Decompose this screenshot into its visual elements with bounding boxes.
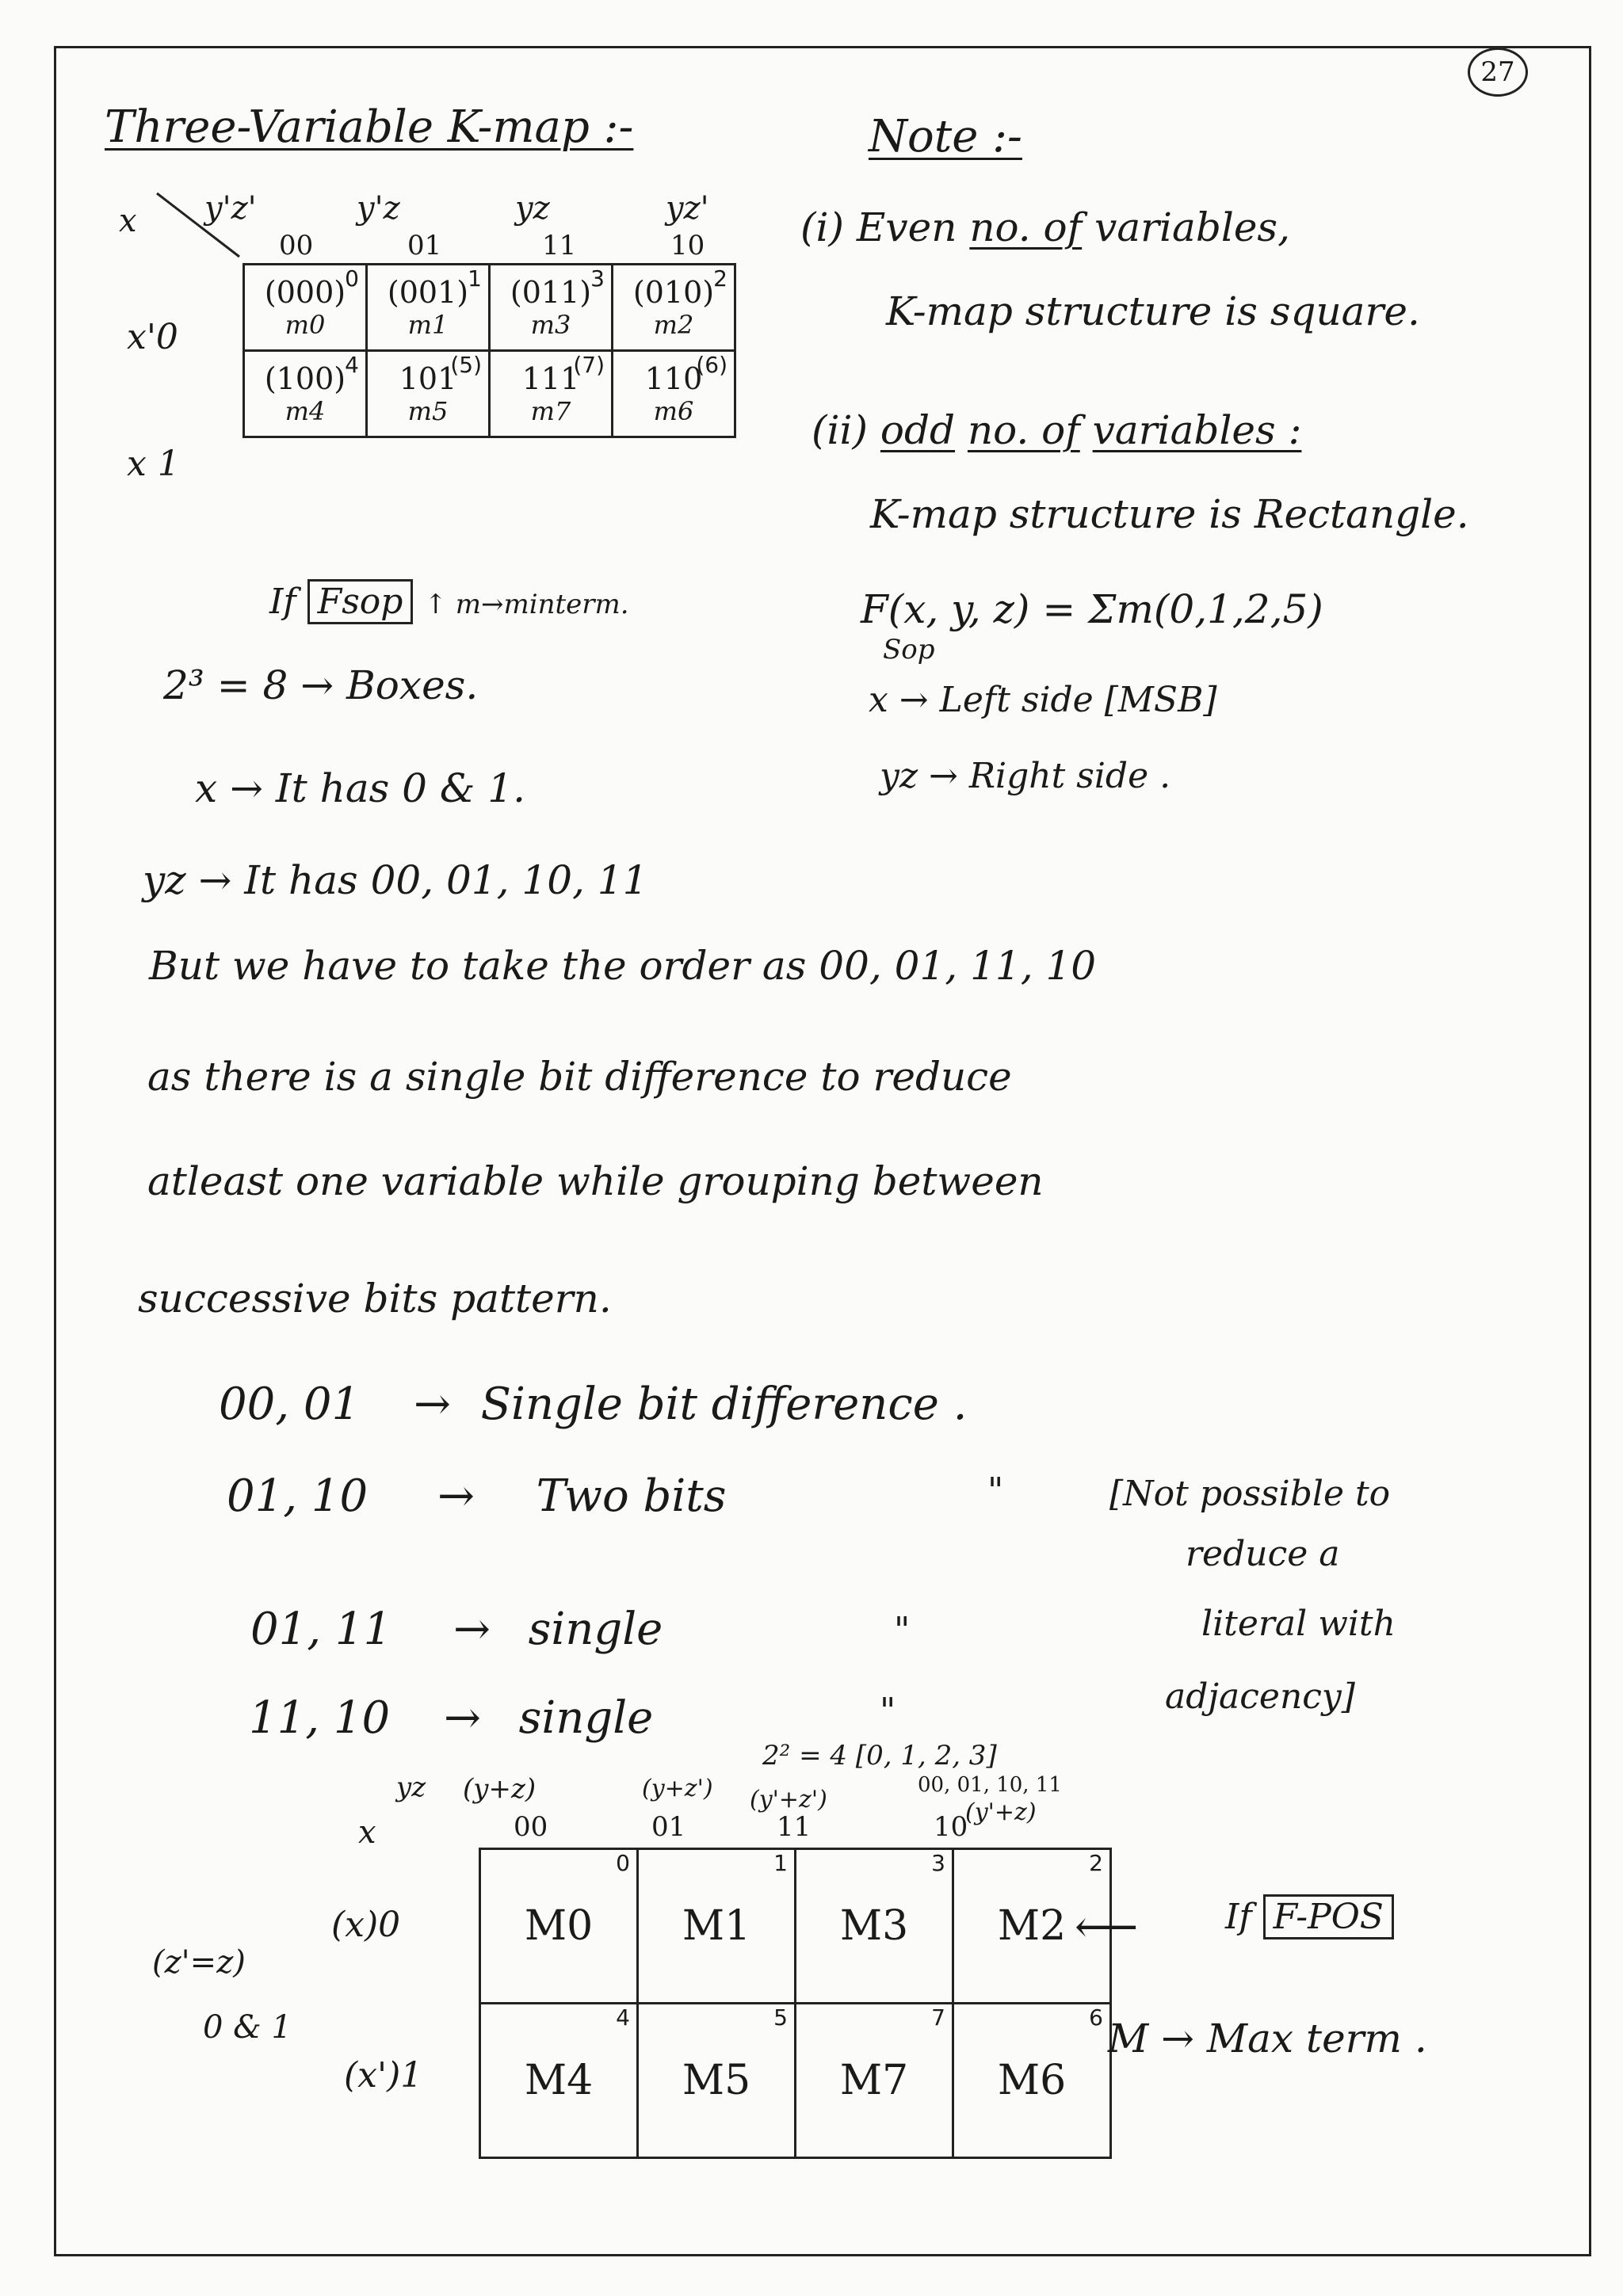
kmap1-col-var-1: y'z	[357, 190, 400, 227]
kmap1-col-bits-2: 11	[542, 230, 577, 261]
page-number: 27	[1468, 48, 1528, 97]
kmap2-col-bits-1: 01	[651, 1811, 686, 1843]
pair-desc: single	[518, 1692, 654, 1744]
pair-bits: 01, 11	[250, 1604, 392, 1655]
kmap1-col-var-0: y'z'	[204, 190, 257, 227]
pair-desc: single	[528, 1604, 663, 1655]
function-line2: x → Left side [MSB]	[869, 680, 1217, 720]
kmap1-cell	[490, 351, 613, 437]
note-i-end: variables,	[1094, 204, 1290, 250]
cell-index: 0	[345, 265, 359, 292]
kmap1-row-label-0: x'0	[127, 317, 178, 357]
cell-index: 3	[931, 1850, 945, 1876]
cell-minterm: m7	[530, 396, 571, 426]
cell-binary: 111	[521, 361, 580, 396]
left-arrow-icon: ⟵	[1075, 1901, 1139, 1953]
page-title: Three-Variable K-map :-	[105, 101, 634, 153]
yz-has-line: yz → It has 00, 01, 10, 11	[143, 857, 648, 903]
cell-minterm: m2	[653, 310, 694, 340]
kmap1-col-bits-1: 01	[407, 230, 442, 261]
kmap1-row-0	[244, 265, 735, 351]
arrow: →	[437, 1470, 475, 1522]
kmap2-side-note-2: 0 & 1	[203, 2009, 292, 2046]
kmap1-cell	[367, 265, 490, 351]
kmap1-cell	[367, 351, 490, 437]
not-possible-line-1: [Not possible to	[1109, 1474, 1391, 1514]
kmap2-cell	[638, 2004, 796, 2158]
kmap1-cell	[490, 265, 613, 351]
kmap2-row-label-1: (x')1	[344, 2055, 423, 2096]
x-has-line: x → It has 0 & 1.	[195, 765, 525, 811]
cell-maxterm: M7	[839, 2057, 909, 2104]
kmap1-cell	[613, 351, 735, 437]
cell-minterm: m0	[285, 310, 326, 340]
cell-index: 4	[616, 2004, 630, 2031]
cell-minterm: m3	[530, 310, 571, 340]
note-i	[800, 204, 1290, 250]
kmap1-col-var-3: yz'	[666, 190, 709, 227]
cell-maxterm: M6	[997, 2057, 1067, 2104]
note-ii-odd: odd	[880, 407, 956, 453]
kmap2-cell	[796, 2004, 953, 2158]
fpos-box: F-POS	[1263, 1894, 1394, 1939]
arrow: →	[443, 1692, 481, 1744]
boxes-line: 2³ = 8 → Boxes.	[163, 662, 479, 708]
ditto-mark: "	[894, 1610, 911, 1650]
cell-minterm: m1	[407, 310, 449, 340]
kmap2-top-note2: 00, 01, 10, 11	[918, 1773, 1062, 1797]
cell-index: (7)	[573, 352, 605, 378]
paragraph-line-2: as there is a single bit difference to reduce	[147, 1054, 1012, 1100]
kmap2-col-bits-2: 11	[777, 1811, 812, 1843]
cell-maxterm: M1	[682, 1902, 751, 1950]
cell-index: 0	[616, 1850, 630, 1876]
arrow: →	[453, 1604, 491, 1655]
kmap2-cell	[953, 2004, 1111, 2158]
cell-index: 6	[1089, 2004, 1103, 2031]
note-i-mid: no. of	[969, 204, 1083, 250]
pair-bits: 01, 10	[227, 1470, 369, 1522]
kmap2-col-sum-3: (y'+z)	[965, 1798, 1037, 1826]
pair-desc: Two bits	[536, 1470, 727, 1522]
cell-binary: (010)	[632, 275, 715, 310]
kmap1-col-bits-3: 10	[670, 230, 705, 261]
pair-row-3	[249, 1692, 653, 1744]
cell-index: 3	[590, 265, 605, 292]
note-ii-line2: K-map structure is Rectangle.	[870, 491, 1469, 537]
kmap2-grid	[479, 1848, 1112, 2159]
pair-bits: 11, 10	[249, 1692, 391, 1744]
kmap1-grid	[242, 263, 736, 438]
ditto-mark: "	[880, 1691, 896, 1731]
ditto-mark: "	[987, 1470, 1004, 1511]
pair-row-1	[227, 1470, 726, 1522]
kmap2-corner-x: x	[358, 1814, 376, 1851]
note-heading: Note :-	[869, 111, 1022, 162]
kmap2-side-note-1: (z'=z)	[152, 1944, 246, 1981]
note-ii-end: variables :	[1092, 407, 1302, 453]
kmap2-row-1	[480, 2004, 1111, 2158]
cell-index: 2	[713, 265, 727, 292]
cell-index: 7	[931, 2004, 945, 2031]
cell-binary: (001)	[387, 275, 469, 310]
not-possible-line-2: reduce a	[1186, 1534, 1340, 1574]
note-ii-label: (ii)	[812, 407, 868, 453]
kmap1-cell	[244, 351, 367, 437]
not-possible-line-4: adjacency]	[1165, 1676, 1355, 1717]
fpos-label	[1225, 1897, 1394, 1937]
note-i-label: (i) Even	[800, 204, 957, 250]
paragraph-line-1: But we have to take the order as 00, 01, 11, 10	[149, 943, 1097, 989]
kmap1-caption	[269, 582, 629, 622]
cell-maxterm: M2	[997, 1902, 1067, 1950]
kmap2-row-label-0: (x)0	[331, 1905, 401, 1945]
kmap2-cell	[480, 1849, 638, 2004]
kmap2-cell	[480, 2004, 638, 2158]
function-line1: F(x, y, z) = Σm(0,1,2,5)	[861, 586, 1323, 632]
kmap1-corner-x: x	[119, 203, 137, 239]
not-possible-line-3: literal with	[1201, 1604, 1396, 1644]
pair-row-0	[219, 1379, 967, 1430]
caption-minterm: ↑ m→minterm.	[424, 589, 629, 620]
paragraph-line-4: successive bits pattern.	[138, 1276, 612, 1322]
pair-row-2	[250, 1604, 663, 1655]
kmap1-row-1	[244, 351, 735, 437]
kmap2-col-bits-0: 00	[514, 1811, 548, 1843]
cell-maxterm: M4	[524, 2057, 594, 2104]
pair-bits: 00, 01	[219, 1379, 361, 1430]
caption-if: If	[269, 582, 296, 622]
kmap1-col-var-2: yz	[515, 190, 550, 227]
kmap1-row-label-1: x 1	[127, 444, 180, 484]
cell-maxterm: M3	[839, 1902, 909, 1950]
note-ii	[812, 407, 1301, 453]
cell-minterm: m6	[653, 396, 694, 426]
kmap2-top-note: 2² = 4 [0, 1, 2, 3]	[762, 1740, 997, 1772]
kmap2-corner-yz: yz	[396, 1772, 426, 1803]
cell-index: 1	[773, 1850, 788, 1876]
kmap1-cell	[613, 265, 735, 351]
kmap2-row-0	[480, 1849, 1111, 2004]
note-ii-mid: no. of	[967, 407, 1080, 453]
cell-binary: 110	[644, 361, 703, 396]
cell-index: (6)	[696, 352, 727, 378]
function-sub: Sop	[883, 634, 935, 666]
caption-fsop: Fsop	[307, 579, 414, 624]
cell-binary: (000)	[264, 275, 346, 310]
kmap2-col-sum-0: (y+z)	[463, 1773, 537, 1805]
function-line3: yz → Right side .	[880, 756, 1171, 796]
cell-index: 4	[345, 352, 359, 378]
kmap2-cell	[796, 1849, 953, 2004]
note-i-line2: K-map structure is square.	[886, 288, 1420, 334]
kmap2-col-bits-3: 10	[934, 1811, 968, 1843]
arrow: →	[413, 1379, 451, 1430]
cell-binary: 101	[399, 361, 457, 396]
cell-minterm: m5	[407, 396, 449, 426]
kmap2-cell	[638, 1849, 796, 2004]
cell-maxterm: M0	[524, 1902, 594, 1950]
cell-index: 1	[468, 265, 482, 292]
cell-index: 5	[773, 2004, 788, 2031]
cell-minterm: m4	[285, 396, 326, 426]
kmap2-col-sum-1: (y+z')	[642, 1775, 713, 1802]
cell-binary: (011)	[510, 275, 592, 310]
cell-binary: (100)	[264, 361, 346, 396]
kmap1-col-bits-0: 00	[279, 230, 314, 261]
cell-index: 2	[1089, 1850, 1103, 1876]
pair-desc: Single bit difference .	[480, 1379, 968, 1430]
kmap2-col-sum-2: (y'+z')	[750, 1786, 827, 1814]
cell-maxterm: M5	[682, 2057, 751, 2104]
maxterm-note: M → Max term .	[1108, 2016, 1427, 2061]
cell-index: (5)	[450, 352, 482, 378]
paragraph-line-3: atleast one variable while grouping between	[147, 1158, 1044, 1204]
fpos-if: If	[1225, 1897, 1252, 1937]
kmap1-cell	[244, 265, 367, 351]
